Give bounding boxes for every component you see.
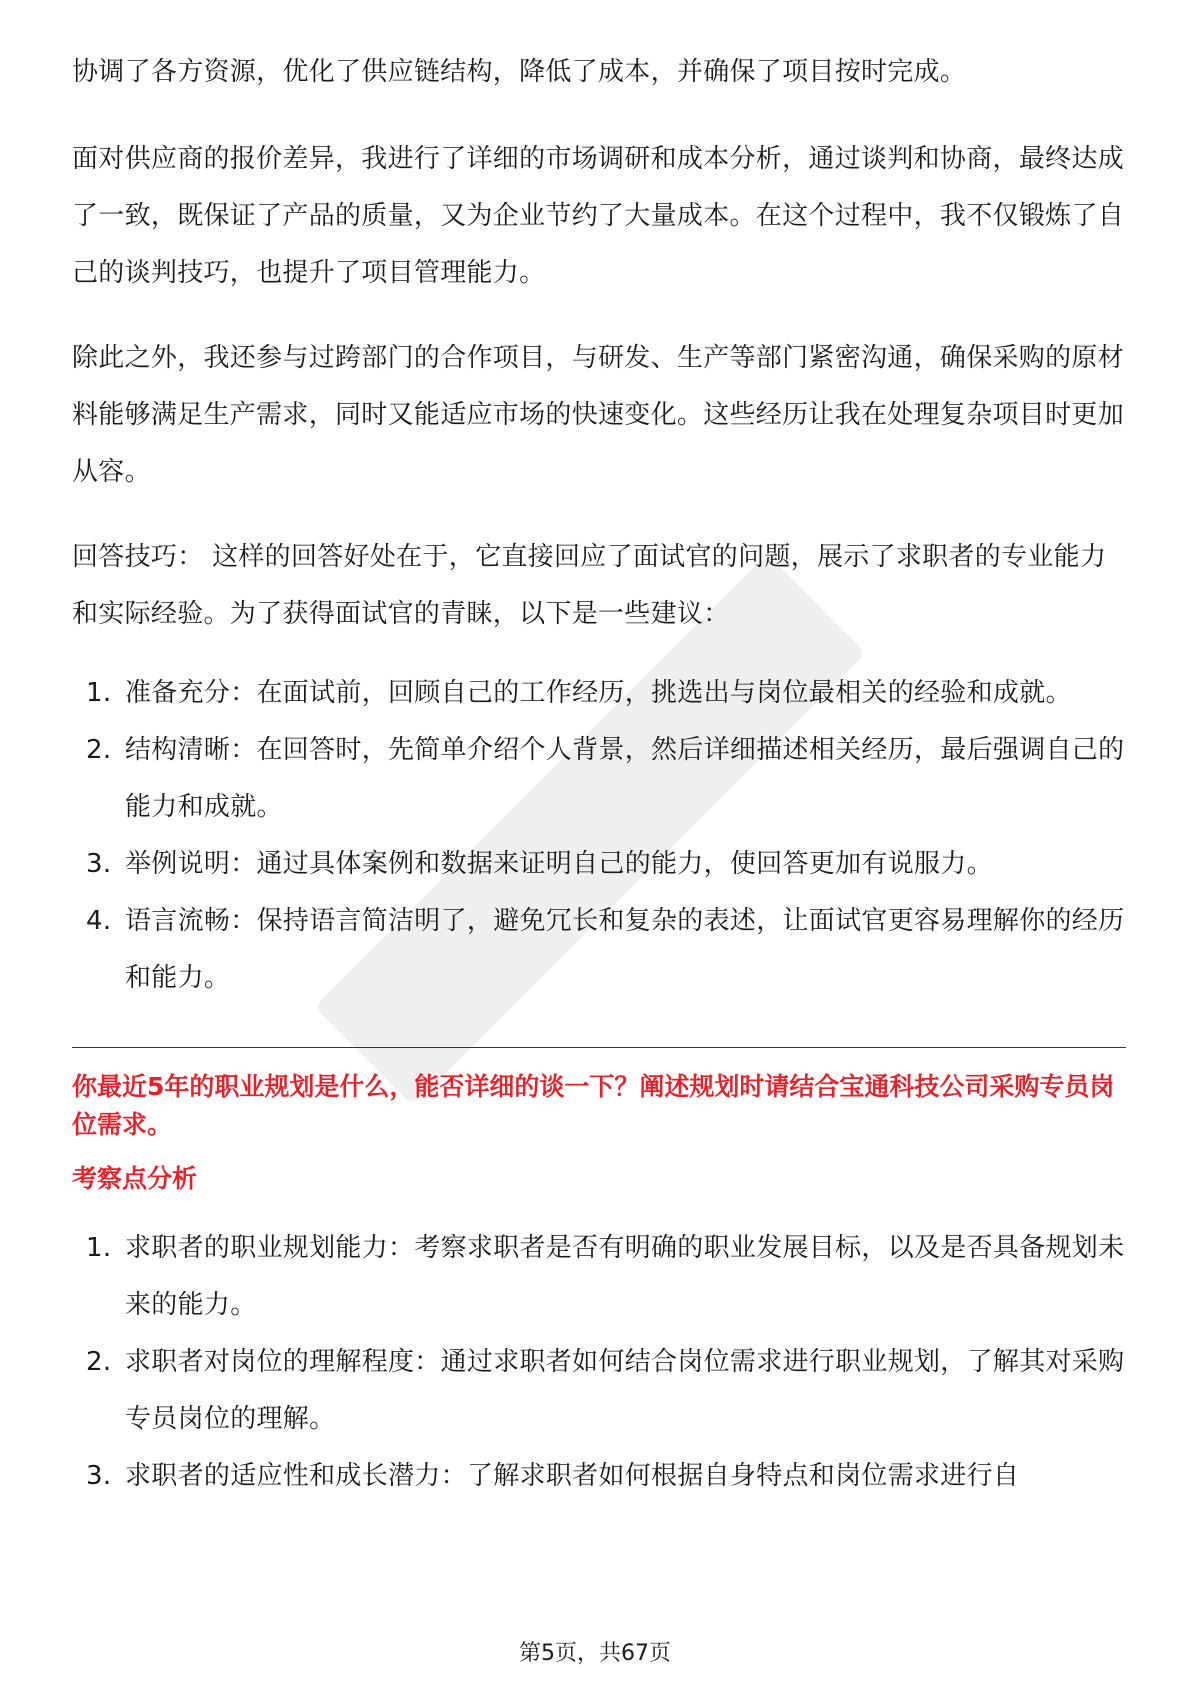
- section-divider: [72, 1047, 1126, 1048]
- analysis-heading: 考察点分析: [72, 1164, 198, 1193]
- list-number: 2.: [86, 735, 112, 765]
- analysis-list: [72, 1220, 1126, 1505]
- list-number: 3.: [86, 1461, 112, 1491]
- list-text: 语言流畅：保持语言简洁明了，避免冗长和复杂的表述，让面试官更容易理解你的经历和能力。: [125, 906, 1125, 993]
- list-item: [72, 722, 1126, 836]
- list-text: 举例说明：通过具体案例和数据来证明自己的能力，使回答更加有说服力。: [125, 849, 993, 879]
- list-text: 准备充分：在面试前，回顾自己的工作经历，挑选出与岗位最相关的经验和成就。: [125, 678, 1072, 708]
- tips-list: [72, 665, 1126, 1007]
- list-item: [72, 665, 1126, 722]
- list-text: 求职者的职业规划能力：考察求职者是否有明确的职业发展目标，以及是否具备规划未来的能力。: [125, 1233, 1125, 1320]
- paragraph-1: 协调了各方资源，优化了供应链结构，降低了成本，并确保了项目按时完成。: [72, 57, 967, 87]
- list-number: 1.: [86, 678, 112, 708]
- interview-question: 你最近5年的职业规划是什么，能否详细的谈一下？阐述规划时请结合宝通科技公司采购专员岗位需求。: [72, 1072, 1115, 1139]
- list-number: 2.: [86, 1347, 112, 1377]
- list-item: [72, 1334, 1126, 1448]
- list-text: 求职者对岗位的理解程度：通过求职者如何结合岗位需求进行职业规划，了解其对采购专员岗位的理解。: [125, 1347, 1125, 1434]
- list-number: 4.: [86, 906, 112, 936]
- paragraph-answer-tips: 回答技巧： 这样的回答好处在于，它直接回应了面试官的问题，展示了求职者的专业能力和实际经验。为了获得面试官的青睐，以下是一些建议：: [72, 542, 1107, 629]
- list-item: [72, 893, 1126, 1007]
- list-item: [72, 836, 1126, 893]
- list-number: 1.: [86, 1233, 112, 1263]
- list-item: [72, 1220, 1126, 1334]
- list-item: [72, 1448, 1126, 1505]
- page-footer: 第5页，共67页: [519, 1641, 671, 1666]
- paragraph-3: 除此之外，我还参与过跨部门的合作项目，与研发、生产等部门紧密沟通，确保采购的原材料能够满足生产需求，同时又能适应市场的快速变化。这些经历让我在处理复杂项目时更加从容。: [72, 343, 1125, 487]
- list-number: 3.: [86, 849, 112, 879]
- list-text: 结构清晰：在回答时，先简单介绍个人背景，然后详细描述相关经历，最后强调自己的能力和成就。: [125, 735, 1125, 822]
- list-text: 求职者的适应性和成长潜力：了解求职者如何根据自身特点和岗位需求进行自: [125, 1461, 1020, 1491]
- document-page: [72, 44, 1126, 1505]
- paragraph-2: 面对供应商的报价差异，我进行了详细的市场调研和成本分析，通过谈判和协商，最终达成了一致，既保证了产品的质量，又为企业节约了大量成本。在这个过程中，我不仅锻炼了自己的谈判技巧，也提升了项目管理能力。: [72, 144, 1125, 288]
